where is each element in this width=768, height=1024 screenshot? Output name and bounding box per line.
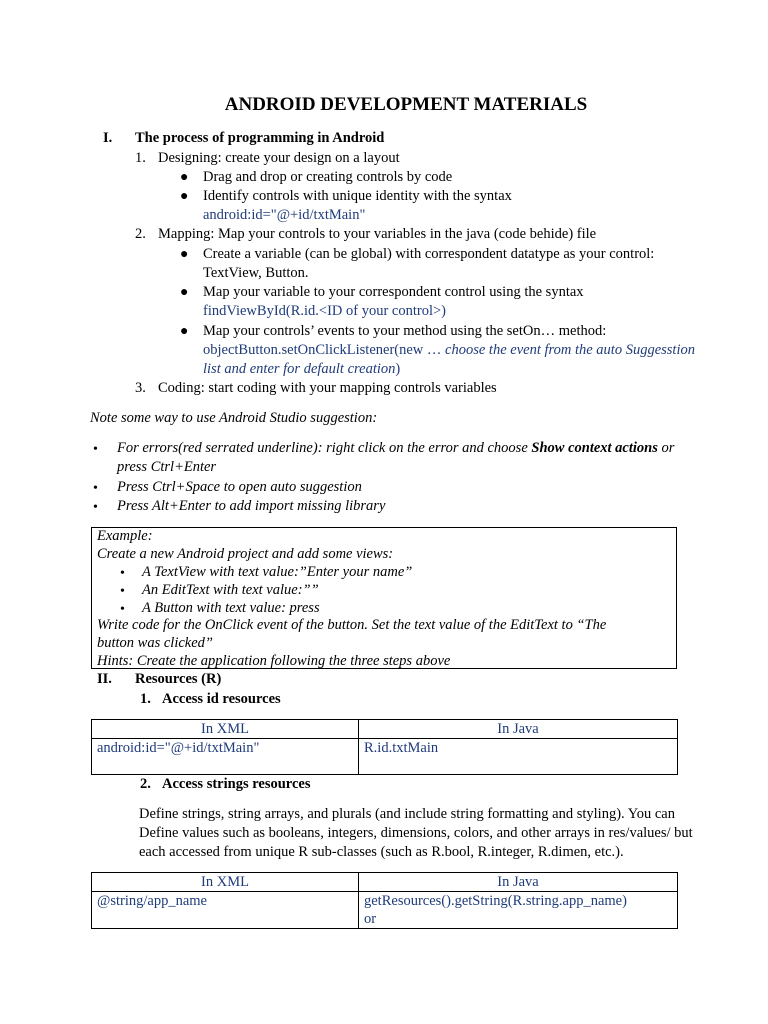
step3-text: Coding: start coding with your mapping controls variables [158,380,497,396]
table-header: In Java [359,873,678,892]
bullet-icon: • [120,566,125,581]
step2-bullet1-line2: TextView, Button. [203,265,309,281]
step1-text: Designing: create your design on a layout [158,150,400,166]
step2-text: Mapping: Map your controls to your variables in the java (code behide) file [158,226,597,242]
example-label: Example: [97,528,153,544]
bullet-icon: • [93,442,98,457]
example-task-line2: button was clicked” [97,635,213,651]
step2-bullet2-code: findViewById(R.id.<ID of your control>) [203,303,447,319]
step1-bullet2: Identify controls with unique identity with the syntax [203,188,512,204]
table-cell: @string/app_name [92,892,359,929]
note-item-1: For errors(red serrated underline): right click on the error and choose Show context actions or [117,440,675,456]
section1-numeral: I. [103,130,113,146]
strings-paragraph-line1: Define strings, string arrays, and plurals (and include string formatting and styling). You can [139,806,675,822]
step2-bullet3-code-line1: objectButton.setOnClickListener(new … choose the event from the auto Suggesstion [203,342,695,358]
bullet-icon: ● [180,170,189,185]
table-cell: getResources().getString(R.string.app_name) or [359,892,678,929]
step2-bullet2: Map your variable to your correspondent control using the syntax [203,284,584,300]
bullet-icon: ● [180,189,189,204]
bullet-icon: • [120,584,125,599]
table-header: In Java [359,720,678,739]
section2-heading: Resources (R) [135,671,222,687]
sub1-title: Access id resources [162,691,281,707]
bullet-icon: • [93,481,98,496]
step2-bullet1-line1: Create a variable (can be global) with correspondent datatype as your control: [203,246,655,262]
example-bullet-3: A Button with text value: press [142,600,320,616]
sub1-number: 1. [140,691,151,707]
strings-paragraph-line2: Define values such as booleans, integers, dimensions, colors, and other arrays in res/values/ but [139,825,693,841]
document-title: ANDROID DEVELOPMENT MATERIALS [224,94,588,115]
example-bullet-1: A TextView with text value:”Enter your name” [142,564,413,580]
step1-bullet2-code: android:id="@+id/txtMain" [203,207,366,223]
bullet-icon: ● [180,247,189,262]
note-title: Note some way to use Android Studio suggestion: [90,410,378,426]
section1-heading: The process of programming in Android [135,130,385,146]
note-item-3: Press Alt+Enter to add import missing library [117,498,386,514]
example-hint: Hints: Create the application following the three steps above [97,653,451,669]
example-task-line1: Write code for the OnClick event of the button. Set the text value of the EditText to “The [97,617,607,633]
step2-bullet3: Map your controls’ events to your method using the setOn… method: [203,323,607,339]
strings-paragraph-line3: each accessed from unique R sub-classes (such as R.bool, R.integer, R.dimen, etc.). [139,844,624,860]
id-resources-table [91,719,678,775]
sub2-number: 2. [140,776,151,792]
table-header: In XML [92,720,359,739]
note-item-1-line2: press Ctrl+Enter [117,459,217,475]
step2-number: 2. [135,226,146,242]
bullet-icon: • [120,602,125,617]
sub2-title: Access strings resources [162,776,311,792]
example-bullet-2: An EditText with text value:”” [142,582,319,598]
bullet-icon: • [93,500,98,515]
bullet-icon: ● [180,324,189,339]
step2-bullet3-code-line2: list and enter for default creation) [203,361,401,377]
bullet-icon: ● [180,285,189,300]
step3-number: 3. [135,380,146,396]
table-header: In XML [92,873,359,892]
step1-bullet1: Drag and drop or creating controls by code [203,169,453,185]
step1-number: 1. [135,150,146,166]
table-cell: android:id="@+id/txtMain" [92,739,359,775]
section2-numeral: II. [97,671,112,687]
table-cell: R.id.txtMain [359,739,678,775]
strings-resources-table [91,872,678,929]
example-intro: Create a new Android project and add some views: [97,546,394,562]
note-item-2: Press Ctrl+Space to open auto suggestion [117,479,362,495]
